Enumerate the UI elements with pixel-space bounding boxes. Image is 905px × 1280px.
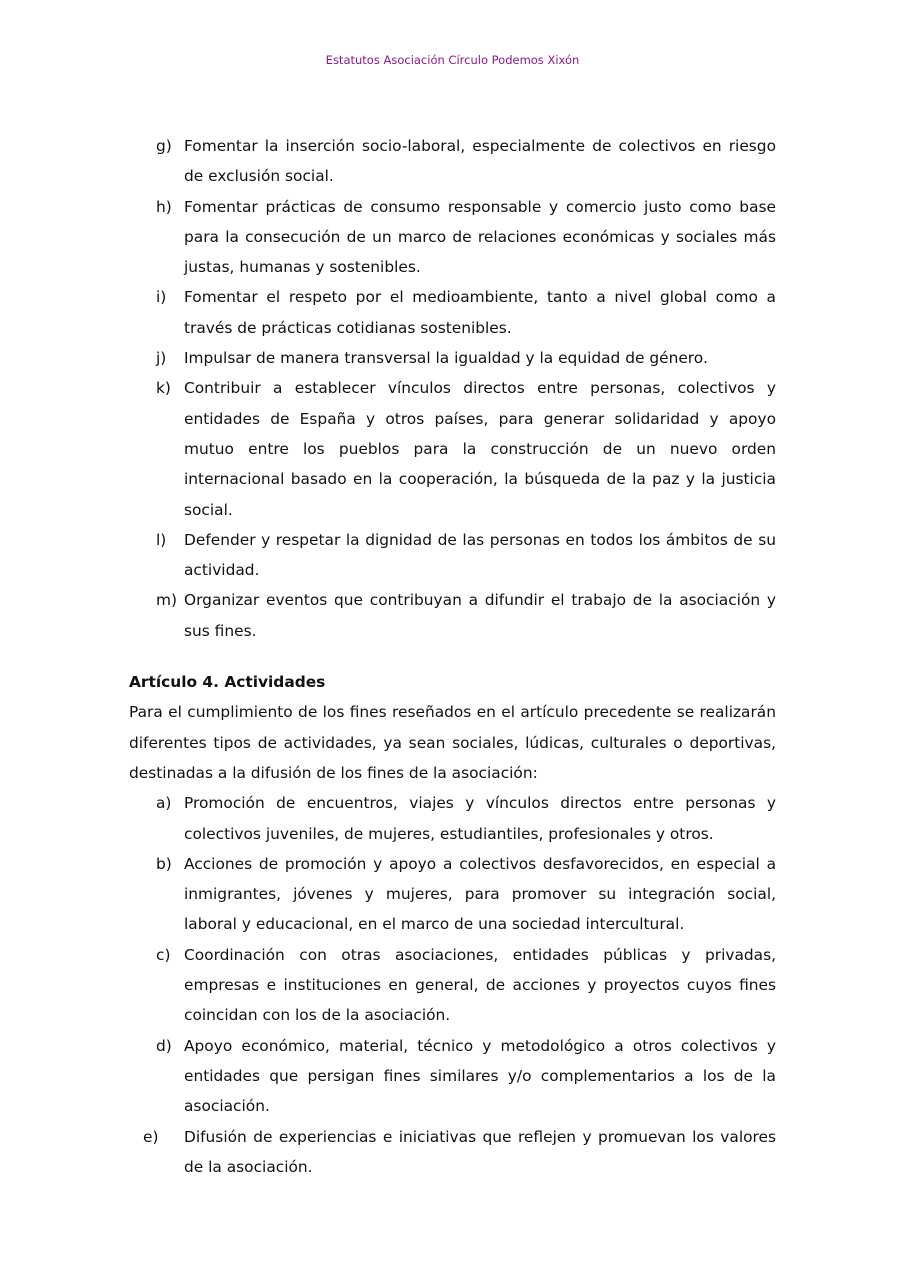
list-item xyxy=(129,940,776,1031)
list-marker: k) xyxy=(156,379,171,398)
list-item-text: Fomentar prácticas de consumo responsable y comercio justo como base para la consecución de un marco de relaciones económicas y sociales más justas, humanas y sostenibles. xyxy=(184,197,776,277)
list-marker: e) xyxy=(143,1127,159,1146)
list-marker: c) xyxy=(156,945,171,964)
list-item-text: Contribuir a establecer vínculos directos entre personas, colectivos y entidades de España y otros países, para generar solidaridad y apoyo mutuo entre los pueblos para la construcción de un nuevo orden internacional basado en la cooperación, la búsqueda de la paz y la justicia social. xyxy=(184,379,776,519)
document-body xyxy=(129,131,776,1182)
list-marker: j) xyxy=(156,349,167,368)
list-marker: m) xyxy=(156,591,177,610)
list-marker: b) xyxy=(156,854,172,873)
list-item-text: Promoción de encuentros, viajes y vínculos directos entre personas y colectivos juveniles, de mujeres, estudiantiles, profesionales y otros. xyxy=(184,794,776,843)
page-header: Estatutos Asociación Círculo Podemos Xixón xyxy=(325,53,580,67)
list-item-text: Defender y respetar la dignidad de las personas en todos los ámbitos de su actividad. xyxy=(184,530,776,580)
list-marker: a) xyxy=(156,794,172,813)
list-item xyxy=(129,788,776,849)
list-item xyxy=(129,131,776,192)
list-marker: i) xyxy=(156,288,167,307)
fines-list xyxy=(129,131,776,646)
list-item xyxy=(129,1122,776,1183)
list-marker: d) xyxy=(156,1036,172,1055)
list-item-text: Coordinación con otras asociaciones, entidades públicas y privadas, empresas e instituciones en general, de acciones y proyectos cuyos fines coincidan con los de la asociación. xyxy=(184,945,776,1025)
article-4-heading: Artículo 4. Actividades xyxy=(129,673,326,692)
list-item-text: Organizar eventos que contribuyan a difundir el trabajo de la asociación y sus fines. xyxy=(184,591,776,640)
list-item-text: Fomentar el respeto por el medioambiente, tanto a nivel global como a través de prácticas cotidianas sostenibles. xyxy=(184,288,776,337)
list-item-text: Difusión de experiencias e iniciativas que reflejen y promuevan los valores de la asociación. xyxy=(184,1127,776,1176)
activities-list xyxy=(129,788,776,1182)
list-item-text: Fomentar la inserción socio-laboral, especialmente de colectivos en riesgo de exclusión social. xyxy=(184,137,776,186)
list-item xyxy=(129,849,776,940)
list-marker: l) xyxy=(156,530,167,549)
list-item xyxy=(129,525,776,586)
list-item-text: Apoyo económico, material, técnico y metodológico a otros colectivos y entidades que persigan fines similares y/o complementarios a los de la asociación. xyxy=(184,1036,776,1116)
list-item xyxy=(129,192,776,283)
list-item xyxy=(129,1031,776,1122)
list-item-text: Acciones de promoción y apoyo a colectivos desfavorecidos, en especial a inmigrantes, jóvenes y mujeres, para promover su integración social, laboral y educacional, en el marco de una sociedad intercultural. xyxy=(184,854,776,934)
list-item xyxy=(129,343,776,373)
list-marker: g) xyxy=(156,137,172,155)
list-item-text: Impulsar de manera transversal la igualdad y la equidad de género. xyxy=(184,349,708,368)
list-marker: h) xyxy=(156,197,172,216)
list-item xyxy=(129,585,776,646)
list-item xyxy=(129,282,776,343)
list-item xyxy=(129,373,776,524)
article-4-intro: Para el cumplimiento de los fines reseñados en el artículo precedente se realizarán diferentes tipos de actividades, ya sean sociales, lúdicas, culturales o deportivas, destinadas a la difusión de los fines de la asociación: xyxy=(129,703,776,782)
